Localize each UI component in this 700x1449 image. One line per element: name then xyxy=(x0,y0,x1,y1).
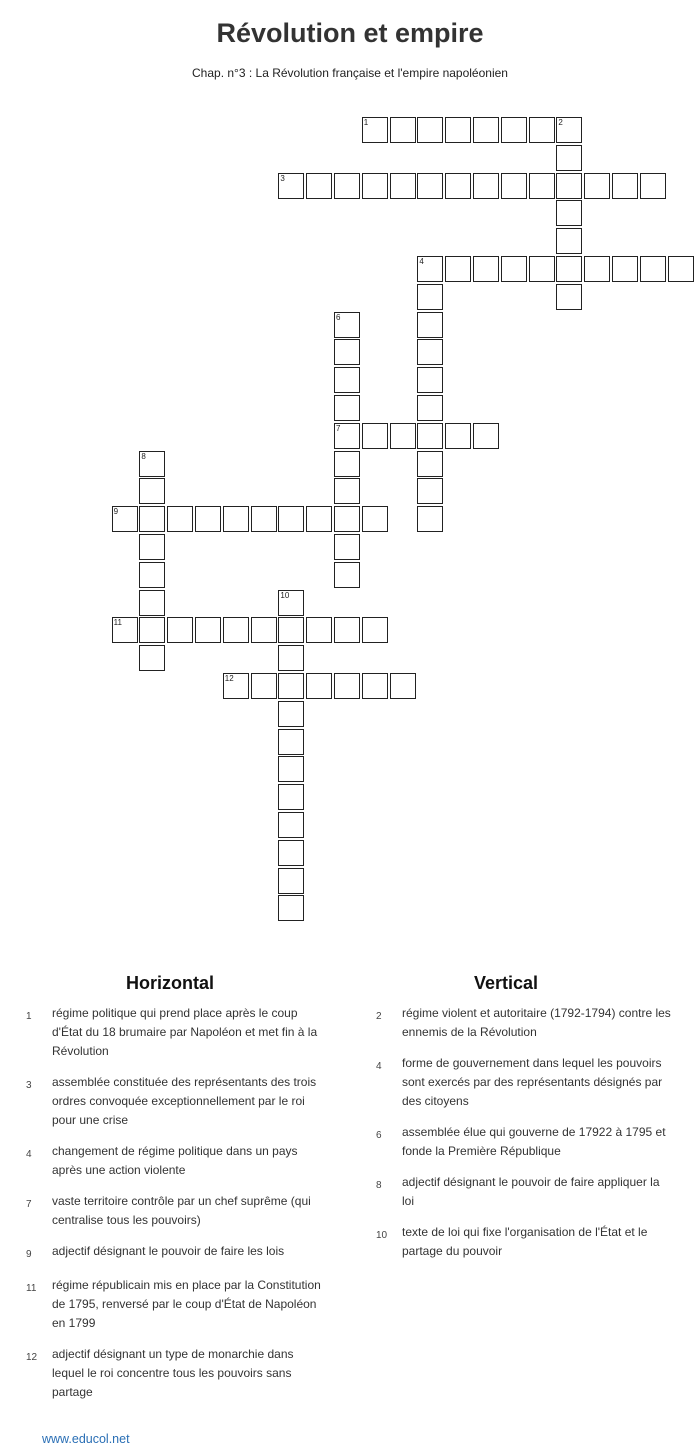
crossword-cell[interactable] xyxy=(501,256,527,282)
crossword-cell[interactable] xyxy=(362,673,388,699)
crossword-cell[interactable] xyxy=(278,729,304,755)
vertical-heading: Vertical xyxy=(473,973,539,993)
clue-number: 10 xyxy=(280,590,290,600)
crossword-cell[interactable] xyxy=(334,423,360,449)
crossword-cell[interactable] xyxy=(445,256,471,282)
clue-text: assemblée constituée des représentants des trois ordres convoquée exceptionnellement par le roi pour une crise xyxy=(52,1075,317,1127)
clue-text: adjectif désignant le pouvoir de faire appliquer la loi xyxy=(402,1175,660,1208)
crossword-cell[interactable] xyxy=(473,173,499,199)
crossword-cell[interactable] xyxy=(417,395,443,421)
crossword-cell[interactable] xyxy=(390,173,416,199)
crossword-cell[interactable] xyxy=(139,534,165,560)
clue-text: texte de loi qui fixe l'organisation de l'État et le partage du pouvoir xyxy=(402,1225,648,1258)
clue-number: 3 xyxy=(26,1080,32,1091)
crossword-cell[interactable] xyxy=(417,506,443,532)
horizontal-clue xyxy=(26,1004,326,1061)
clue-text: adjectif désignant un type de monarchie dans lequel le roi concentre tous les pouvoirs sans partage xyxy=(52,1347,294,1399)
crossword-cell[interactable] xyxy=(167,506,193,532)
crossword-cell[interactable] xyxy=(417,367,443,393)
crossword-cell[interactable] xyxy=(556,117,582,143)
crossword-cell[interactable] xyxy=(306,173,332,199)
crossword-cell[interactable] xyxy=(334,367,360,393)
vertical-clue xyxy=(376,1054,672,1111)
crossword-cell[interactable] xyxy=(556,228,582,254)
clue-text: régime violent et autoritaire (1792-1794) contre les ennemis de la Révolution xyxy=(402,1006,671,1039)
crossword-cell[interactable] xyxy=(278,645,304,671)
crossword-cell[interactable] xyxy=(306,617,332,643)
clue-number: 3 xyxy=(280,173,285,183)
horizontal-clue xyxy=(26,1242,326,1264)
crossword-cell[interactable] xyxy=(195,506,221,532)
page-subtitle: Chap. n°3 : La Révolution française et l'empire napoléonien xyxy=(192,66,508,80)
crossword-cell[interactable] xyxy=(334,451,360,477)
clue-number: 8 xyxy=(376,1180,382,1191)
crossword-cell[interactable] xyxy=(362,423,388,449)
clue-number: 4 xyxy=(376,1061,382,1072)
crossword-cell[interactable] xyxy=(278,590,304,616)
crossword-cell[interactable] xyxy=(139,562,165,588)
crossword-cell[interactable] xyxy=(417,284,443,310)
crossword-cell[interactable] xyxy=(584,256,610,282)
crossword-cell[interactable] xyxy=(473,256,499,282)
crossword-cell[interactable] xyxy=(556,173,582,199)
crossword-cell[interactable] xyxy=(501,117,527,143)
clue-number: 7 xyxy=(26,1199,32,1210)
crossword-cell[interactable] xyxy=(362,506,388,532)
crossword-cell[interactable] xyxy=(556,284,582,310)
crossword-cell[interactable] xyxy=(251,673,277,699)
crossword-cell[interactable] xyxy=(529,117,555,143)
crossword-cell[interactable] xyxy=(334,506,360,532)
crossword-cell[interactable] xyxy=(278,173,304,199)
crossword-cell[interactable] xyxy=(195,617,221,643)
clue-number: 11 xyxy=(26,1283,37,1294)
crossword-cell[interactable] xyxy=(167,617,193,643)
clue-number: 9 xyxy=(113,507,119,517)
crossword-cell[interactable] xyxy=(362,617,388,643)
crossword-cell[interactable] xyxy=(278,895,304,921)
crossword-cell[interactable] xyxy=(473,117,499,143)
clue-text: adjectif désignant le pouvoir de faire les lois xyxy=(52,1244,285,1258)
crossword-cell[interactable] xyxy=(223,506,249,532)
crossword-cell[interactable] xyxy=(334,173,360,199)
crossword-cell[interactable] xyxy=(334,478,360,504)
crossword-cell[interactable] xyxy=(278,506,304,532)
clue-text: vaste territoire contrôle par un chef suprême (qui centralise tous les pouvoirs) xyxy=(52,1194,311,1227)
crossword-cell[interactable] xyxy=(112,617,138,643)
horizontal-clue xyxy=(26,1276,326,1333)
clue-text: régime républicain mis en place par la Constitution de 1795, renversé par le coup d'État de Napoléon en 1799 xyxy=(52,1278,321,1330)
crossword-cell[interactable] xyxy=(278,812,304,838)
crossword-cell[interactable] xyxy=(556,256,582,282)
crossword-cell[interactable] xyxy=(223,617,249,643)
crossword-cell[interactable] xyxy=(362,173,388,199)
clue-number: 8 xyxy=(141,451,146,461)
crossword-cell[interactable] xyxy=(445,117,471,143)
horizontal-clue xyxy=(26,1345,326,1402)
crossword-cell[interactable] xyxy=(417,312,443,338)
crossword-cell[interactable] xyxy=(417,339,443,365)
crossword-cell[interactable] xyxy=(139,478,165,504)
crossword-cell[interactable] xyxy=(306,506,332,532)
clue-number: 1 xyxy=(363,118,369,127)
crossword-cell[interactable] xyxy=(390,117,416,143)
crossword-cell[interactable] xyxy=(278,701,304,727)
clue-number: 11 xyxy=(113,618,122,628)
crossword-cell[interactable] xyxy=(334,617,360,643)
crossword-cell[interactable] xyxy=(362,117,388,143)
crossword-cell[interactable] xyxy=(556,200,582,226)
crossword-cell[interactable] xyxy=(278,868,304,894)
horizontal-clue xyxy=(26,1142,326,1180)
clue-number: 12 xyxy=(26,1352,38,1363)
crossword-cell[interactable] xyxy=(139,451,165,477)
crossword-cell[interactable] xyxy=(334,339,360,365)
crossword-cell[interactable] xyxy=(278,784,304,810)
clue-text: assemblée élue qui gouverne de 17922 à 1795 et fonde la Première République xyxy=(402,1125,666,1158)
crossword-cell[interactable] xyxy=(417,478,443,504)
horizontal-clue-list xyxy=(26,1004,326,1414)
crossword-cell[interactable] xyxy=(139,590,165,616)
vertical-clue-list xyxy=(376,1004,672,1273)
clue-text: forme de gouvernement dans lequel les pouvoirs sont exercés par des représentants désignés par des citoyens xyxy=(402,1056,663,1108)
crossword-cell[interactable] xyxy=(251,617,277,643)
clue-number: 10 xyxy=(376,1230,388,1241)
crossword-cell[interactable] xyxy=(390,673,416,699)
horizontal-heading: Horizontal xyxy=(126,973,214,993)
clue-number: 9 xyxy=(26,1249,32,1260)
clue-number: 6 xyxy=(376,1130,382,1141)
clue-text: régime politique qui prend place après le coup d'État du 18 brumaire par Napoléon et met fin à la Révolution xyxy=(52,1006,318,1058)
crossword-cell[interactable] xyxy=(306,673,332,699)
crossword-cell[interactable] xyxy=(668,256,694,282)
crossword-cell[interactable] xyxy=(556,145,582,171)
crossword-cell[interactable] xyxy=(640,256,666,282)
vertical-clue xyxy=(376,1123,672,1161)
crossword-cell[interactable] xyxy=(501,173,527,199)
crossword-cell[interactable] xyxy=(139,645,165,671)
clue-number: 6 xyxy=(336,312,341,322)
clue-number: 7 xyxy=(336,423,341,433)
crossword-cell[interactable] xyxy=(334,395,360,421)
crossword-cell[interactable] xyxy=(417,173,443,199)
crossword-cell[interactable] xyxy=(612,173,638,199)
crossword-cell[interactable] xyxy=(334,673,360,699)
crossword-cell[interactable] xyxy=(139,617,165,643)
crossword-cell[interactable] xyxy=(223,673,249,699)
horizontal-clue xyxy=(26,1192,326,1230)
crossword-cell[interactable] xyxy=(417,423,443,449)
clue-number: 2 xyxy=(376,1011,382,1022)
crossword-cell[interactable] xyxy=(278,617,304,643)
page-title: Révolution et empire xyxy=(216,18,484,48)
clue-number: 2 xyxy=(558,118,563,127)
crossword-cell[interactable] xyxy=(334,534,360,560)
clue-text: changement de régime politique dans un pays après une action violente xyxy=(52,1144,298,1177)
crossword-cell[interactable] xyxy=(529,173,555,199)
clue-number: 1 xyxy=(26,1011,32,1022)
vertical-clue xyxy=(376,1173,672,1211)
crossword-cell[interactable] xyxy=(445,423,471,449)
clue-number: 4 xyxy=(419,257,424,266)
crossword-cell[interactable] xyxy=(278,673,304,699)
crossword-cell[interactable] xyxy=(112,506,138,532)
crossword-cell[interactable] xyxy=(251,506,277,532)
crossword-cell[interactable] xyxy=(417,117,443,143)
crossword-cell[interactable] xyxy=(529,256,555,282)
crossword-cell[interactable] xyxy=(390,423,416,449)
crossword-cell[interactable] xyxy=(584,173,610,199)
clue-number: 12 xyxy=(224,674,234,683)
vertical-clue xyxy=(376,1223,672,1261)
crossword-cell[interactable] xyxy=(640,173,666,199)
crossword-cell[interactable] xyxy=(417,451,443,477)
crossword-cell[interactable] xyxy=(445,173,471,199)
crossword-cell[interactable] xyxy=(278,756,304,782)
footer-link[interactable]: www.educol.net xyxy=(42,1432,130,1446)
clue-number: 4 xyxy=(26,1149,32,1160)
crossword-cell[interactable] xyxy=(334,312,360,338)
crossword-cell[interactable] xyxy=(417,256,443,282)
crossword-cell[interactable] xyxy=(334,562,360,588)
crossword-cell[interactable] xyxy=(473,423,499,449)
vertical-clue xyxy=(376,1004,672,1042)
horizontal-clue xyxy=(26,1073,326,1130)
crossword-cell[interactable] xyxy=(612,256,638,282)
crossword-cell[interactable] xyxy=(278,840,304,866)
crossword-cell[interactable] xyxy=(139,506,165,532)
